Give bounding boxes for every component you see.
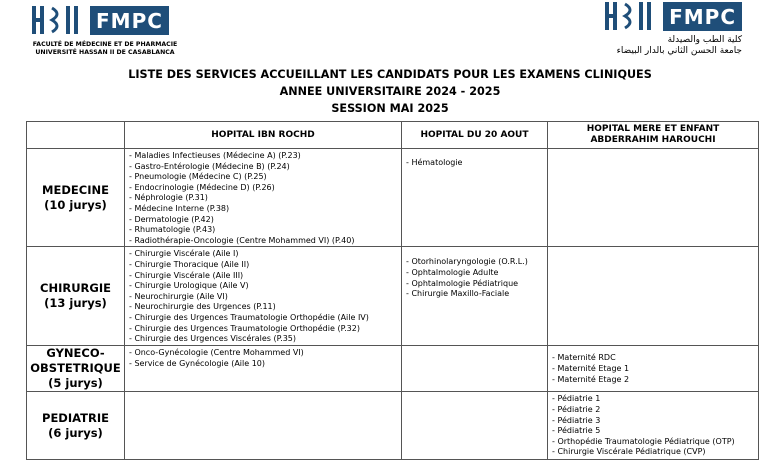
services-table xyxy=(26,121,759,460)
table-header-row xyxy=(27,122,759,149)
faculty-name: FACULTÉ DE MÉDECINE ET DE PHARMACIE UNIVERSITÉ HASSAN II DE CASABLANCA xyxy=(32,41,178,56)
header-harouchi: HOPITAL MERE ET ENFANT ABDERRAHIM HAROUCHI xyxy=(548,122,759,149)
service-item: - Pédiatrie 2 xyxy=(552,405,758,416)
service-item: - Pédiatrie 3 xyxy=(552,416,758,427)
service-item: - Maternité Etage 2 xyxy=(552,375,758,386)
academic-year: ANNEE UNIVERSITAIRE 2024 - 2025 xyxy=(279,85,501,98)
service-item: - Chirurgie des Urgences Viscérales (P.35) xyxy=(129,334,401,345)
services-cell xyxy=(125,247,402,346)
session: SESSION MAI 2025 xyxy=(331,102,449,115)
service-item: - Orthopédie Traumatologie Pédiatrique (OTP) xyxy=(552,437,758,448)
service-item: - Néphrologie (P.31) xyxy=(129,193,401,204)
document-title: LISTE DES SERVICES ACCUEILLANT LES CANDIDATS POUR LES EXAMENS CLINIQUES xyxy=(128,68,652,81)
service-item: - Ophtalmologie Pédiatrique xyxy=(406,279,547,290)
category-cell: MEDECINE (10 jurys) xyxy=(27,149,125,247)
service-item: - Chirurgie Viscérale (Aile I) xyxy=(129,249,401,260)
service-item: - Ophtalmologie Adulte xyxy=(406,268,547,279)
service-item: - Chirurgie Urologique (Aile V) xyxy=(129,281,401,292)
table-row xyxy=(27,392,759,460)
services-cell xyxy=(402,346,548,392)
fmpc-logo-left xyxy=(30,4,180,57)
header-ibn-rochd: HOPITAL IBN ROCHD xyxy=(125,122,402,149)
service-item: - Hématologie xyxy=(406,158,547,169)
category-cell: CHIRURGIE (13 jurys) xyxy=(27,247,125,346)
service-item: - Pneumologie (Médecine C) (P.25) xyxy=(129,172,401,183)
fmpc-emblem-icon xyxy=(603,0,659,32)
service-item: - Pédiatrie 1 xyxy=(552,394,758,405)
services-cell xyxy=(402,392,548,460)
table-row xyxy=(27,149,759,247)
services-cell xyxy=(548,346,759,392)
service-item: - Neurochirurgie (Aile VI) xyxy=(129,292,401,303)
service-item: - Rhumatologie (P.43) xyxy=(129,225,401,236)
header-20-aout: HOPITAL DU 20 AOUT xyxy=(402,122,548,149)
services-cell xyxy=(125,149,402,247)
services-cell xyxy=(548,149,759,247)
service-item: - Chirurgie des Urgences Traumatologie Orthopédie (Aile IV) xyxy=(129,313,401,324)
service-item: - Gastro-Entérologie (Médecine B) (P.24) xyxy=(129,162,401,173)
table-row xyxy=(27,346,759,392)
faculty-name-arabic: كلية الطب والصيدلة جامعة الحسن الثاني بالدار البيضاء xyxy=(616,35,742,56)
services-cell xyxy=(402,247,548,346)
service-item: - Onco-Gynécologie (Centre Mohammed VI) xyxy=(129,348,401,359)
service-item: - Dermatologie (P.42) xyxy=(129,215,401,226)
header-empty xyxy=(27,122,125,149)
service-item: - Endocrinologie (Médecine D) (P.26) xyxy=(129,183,401,194)
fmpc-brand-right: FMPC xyxy=(663,2,742,31)
fmpc-emblem-icon xyxy=(30,4,86,36)
services-cell xyxy=(125,346,402,392)
service-item: - Chirurgie Thoracique (Aile II) xyxy=(129,260,401,271)
service-item: - Radiothérapie-Oncologie (Centre Mohammed VI) (P.40) xyxy=(129,236,401,247)
service-item: - Maternité Etage 1 xyxy=(552,364,758,375)
service-item: - Otorhinolaryngologie (O.R.L.) xyxy=(406,257,547,268)
service-item: - Maladies Infectieuses (Médecine A) (P.23) xyxy=(129,151,401,162)
category-cell: PEDIATRIE (6 jurys) xyxy=(27,392,125,460)
service-item: - Chirurgie des Urgences Traumatologie Orthopédie (P.32) xyxy=(129,324,401,335)
services-cell xyxy=(402,149,548,247)
service-item: - Service de Gynécologie (Aile 10) xyxy=(129,359,401,370)
category-cell: GYNECO- OBSTETRIQUE (5 jurys) xyxy=(27,346,125,392)
service-item: - Neurochirurgie des Urgences (P.11) xyxy=(129,302,401,313)
service-item: - Médecine Interne (P.38) xyxy=(129,204,401,215)
service-item: - Chirurgie Viscérale (Aile III) xyxy=(129,271,401,282)
service-item: - Chirurgie Maxillo-Faciale xyxy=(406,289,547,300)
table-row xyxy=(27,247,759,346)
services-cell xyxy=(125,392,402,460)
service-item: - Chirurgie Viscérale Pédiatrique (CVP) xyxy=(552,447,758,458)
fmpc-brand-left: FMPC xyxy=(90,6,169,35)
service-item: - Maternité RDC xyxy=(552,353,758,364)
service-item: - Pédiatrie 5 xyxy=(552,426,758,437)
services-cell xyxy=(548,392,759,460)
services-cell xyxy=(548,247,759,346)
fmpc-logo-right xyxy=(592,0,742,57)
